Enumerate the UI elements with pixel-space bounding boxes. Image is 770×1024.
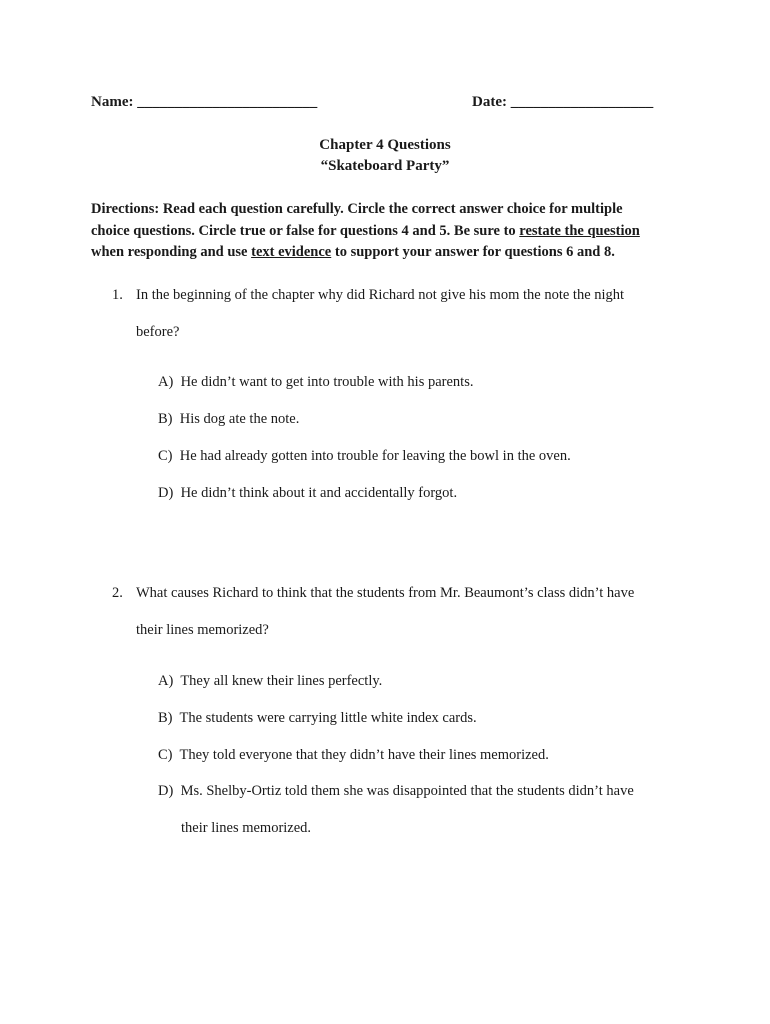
question-2-text-line-2: their lines memorized? bbox=[136, 622, 269, 638]
directions-line-3 bbox=[91, 244, 615, 261]
directions-text: to support your answer for questions 6 and 8. bbox=[331, 244, 615, 260]
option-letter: B) bbox=[158, 710, 173, 726]
date-field[interactable] bbox=[472, 94, 653, 111]
page-subtitle: “Skateboard Party” bbox=[320, 158, 450, 174]
option-text: He didn’t want to get into trouble with his parents. bbox=[180, 374, 474, 390]
answer-option[interactable] bbox=[158, 710, 477, 727]
answer-option[interactable] bbox=[158, 673, 382, 690]
option-letter: C) bbox=[158, 747, 173, 763]
option-text: Ms. Shelby-Ortiz told them she was disappointed that the students didn’t have bbox=[180, 783, 634, 799]
question-1-number: 1. bbox=[112, 287, 123, 303]
answer-option[interactable] bbox=[158, 783, 634, 800]
name-label: Name: bbox=[91, 94, 134, 110]
question-2-text-line-1: What causes Richard to think that the students from Mr. Beaumont’s class didn’t have bbox=[136, 585, 635, 601]
option-text: They told everyone that they didn’t have their lines memorized. bbox=[179, 747, 549, 763]
option-letter: A) bbox=[158, 673, 174, 689]
option-text: He had already gotten into trouble for leaving the bowl in the oven. bbox=[179, 448, 571, 464]
option-text: His dog ate the note. bbox=[179, 411, 300, 427]
answer-option[interactable] bbox=[158, 485, 457, 502]
name-field[interactable] bbox=[91, 94, 317, 111]
option-letter: A) bbox=[158, 374, 174, 390]
answer-option[interactable] bbox=[158, 747, 549, 764]
directions-line-2 bbox=[91, 223, 640, 240]
date-label: Date: bbox=[472, 94, 507, 110]
question-2-number: 2. bbox=[112, 585, 123, 601]
answer-option[interactable] bbox=[158, 411, 299, 428]
option-text: He didn’t think about it and accidentally forgot. bbox=[180, 485, 458, 501]
name-blank[interactable]: ________________________ bbox=[137, 94, 318, 110]
question-1-text-line-2: before? bbox=[136, 324, 180, 340]
directions-emphasis: text evidence bbox=[251, 244, 332, 260]
answer-option[interactable] bbox=[158, 448, 571, 465]
option-text-continuation: their lines memorized. bbox=[181, 820, 312, 836]
directions-text: choice questions. Circle true or false for questions 4 and 5. Be sure to bbox=[91, 223, 520, 239]
option-letter: D) bbox=[158, 783, 174, 799]
answer-option[interactable] bbox=[158, 374, 473, 391]
page-title: Chapter 4 Questions bbox=[319, 137, 451, 153]
option-text: They all knew their lines perfectly. bbox=[180, 673, 383, 689]
directions-emphasis: restate the question bbox=[519, 223, 640, 239]
directions-text: when responding and use bbox=[91, 244, 252, 260]
option-letter: C) bbox=[158, 448, 173, 464]
directions-line-1: Directions: Read each question carefully. Circle the correct answer choice for multiple bbox=[91, 201, 623, 217]
option-letter: B) bbox=[158, 411, 173, 427]
option-letter: D) bbox=[158, 485, 174, 501]
question-1-text-line-1: In the beginning of the chapter why did Richard not give his mom the note the night bbox=[136, 287, 625, 303]
option-text: The students were carrying little white index cards. bbox=[179, 710, 477, 726]
date-blank[interactable]: ___________________ bbox=[510, 94, 654, 110]
